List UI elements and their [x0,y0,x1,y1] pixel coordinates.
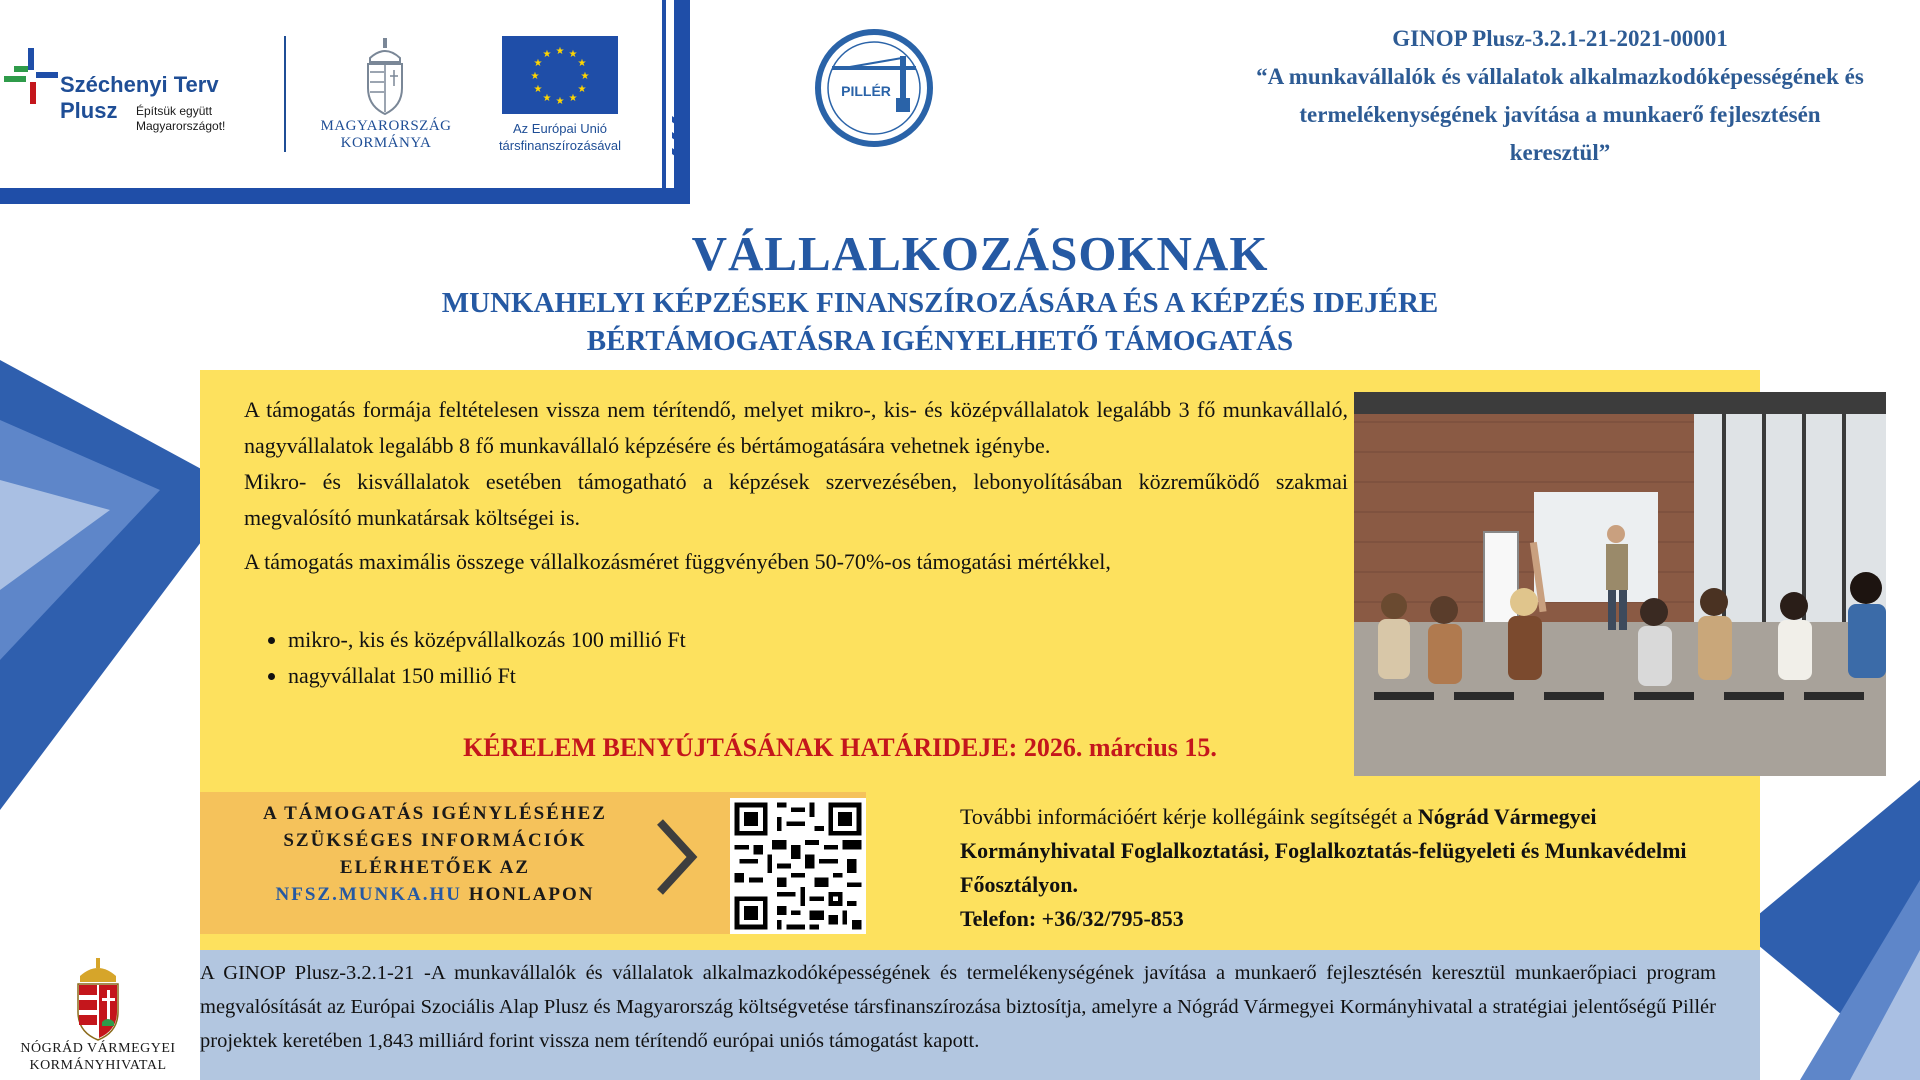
footer-text: A GINOP Plusz-3.2.1-21 -A munkavállalók és vállalatok alkalmazkodóképességének és termelékenységének javítása a munkaerő fejlesztésén keresztül munkaerőpiaci program megvalósítását az Európai Szociális Alap Plusz és Magyarország költségvetése társfinanszírozása biztosítja, amelyre a Nógrád Vármegyei Kormányhivatal a stratégiai jelentőségű Pillér projektek keretében 1,843 milliárd forint vissza nem térítendő európai uniós támogatást kapott. [200,962,1716,1052]
nograd-org-line2: KORMÁNYHIVATAL [29,1058,167,1073]
logo-divider [284,36,286,152]
svg-text:★: ★ [568,93,578,104]
svg-text:★: ★ [577,84,587,95]
svg-text:★: ★ [542,93,552,104]
body-paragraph-3: A támogatás maximális összege vállalkozásméret függvényében 50-70%-os támogatási mértékkel, [244,549,1111,574]
piller-logo [814,28,934,148]
body-paragraph-1: A támogatás formája feltételesen vissza nem térítendő, melyet mikro-, kis- és középvállalatok legalább 3 fő munkavállaló, nagyvállalatok legalább 8 fő munkavállaló képzésére és bértámogatására vehetnek igénybe. [244,397,1348,458]
svg-text:★: ★ [555,96,565,107]
svg-text:★: ★ [568,49,578,60]
project-title: “A munkavállalók és vállalatok alkalmazkodóképességének és termelékenységének javítása a munkaerő fejlesztésén keresztül” [1256,64,1864,165]
info-line-3: ELÉRHETŐEK AZ [339,857,531,878]
nograd-org-line1: NÓGRÁD VÁRMEGYEI [20,1041,176,1056]
info-text [220,800,650,908]
eu-stars-icon [502,36,618,114]
body-text [244,392,1348,580]
svg-text:★: ★ [533,58,543,69]
eu-flag [502,36,618,114]
deadline-text: KÉRELEM BENYÚJTÁSÁNAK HATÁRIDEJE: 2026. március 15. [463,733,1217,762]
svg-text:★: ★ [542,49,552,60]
amount-list [262,622,1162,694]
info-line-1: A TÁMOGATÁS IGÉNYLÉSÉHEZ [263,803,607,824]
info-line-2: SZÜKSÉGES INFORMÁCIÓK [283,830,587,851]
szechenyi-slogan: Építsük együtt Magyarországot! [136,104,226,133]
svg-text:★: ★ [533,84,543,95]
qr-code-icon[interactable] [730,798,866,934]
list-item: • mikro-, kis és középvállalkozás 100 millió Ft [288,622,1162,658]
piller-label: PILLÉR [841,83,891,99]
szechenyi-plus: Plusz [60,98,118,123]
chevron-right-icon [652,814,700,900]
svg-text:★: ★ [577,58,587,69]
info-suffix: HONLAPON [461,884,595,905]
eu-label: Az Európai Unió társfinanszírozásával [498,121,622,153]
project-code: GINOP Plusz-3.2.1-21-2021-00001 [1392,26,1728,51]
contact-phone: Telefon: +36/32/795-853 [960,906,1184,931]
body-paragraph-2: Mikro- és kisvállalatok esetében támogatható a képzések szervezésében, lebonyolításában közreműködő szakmai megvalósító munkatársak költségei is. [244,469,1348,530]
svg-text:★: ★ [580,71,590,82]
svg-text:★: ★ [555,46,565,57]
szechenyi-cross-icon [2,46,64,108]
government-label: MAGYARORSZÁG KORMÁNYA [320,118,452,151]
nograd-crest-icon [72,956,124,1042]
sub-heading-line2: BÉRTÁMOGATÁSRA IGÉNYELHETŐ TÁMOGATÁS [586,325,1294,357]
contact-intro: További információért kérje kollégáink segítségét a [960,804,1418,829]
website-link[interactable]: NFSZ.MUNKA.HU [275,884,462,905]
nograd-org-label [8,1040,188,1074]
info-line-4 [220,881,650,908]
project-info [1220,20,1900,172]
szechenyi-title: Széchenyi Terv [60,72,219,97]
classroom-photo [1354,392,1886,776]
sub-heading [300,284,1580,360]
svg-text:★: ★ [530,71,540,82]
list-item: • nagyvállalat 150 millió Ft [288,658,1162,694]
contact-info [960,800,1720,936]
main-heading: VÁLLALKOZÁSOKNAK [691,226,1269,281]
contact-office: Nógrád Vármegyei Kormányhivatal Foglalkoztatási, Foglalkoztatás-felügyeleti és Munkavédelmi Főosztályon. [960,804,1687,897]
sub-heading-line1: MUNKAHELYI KÉPZÉSEK FINANSZÍROZÁSÁRA ÉS A KÉPZÉS IDEJÉRE [441,287,1439,319]
hungarian-crest-icon [364,36,406,116]
szechenyi-terv-logo [2,44,262,134]
